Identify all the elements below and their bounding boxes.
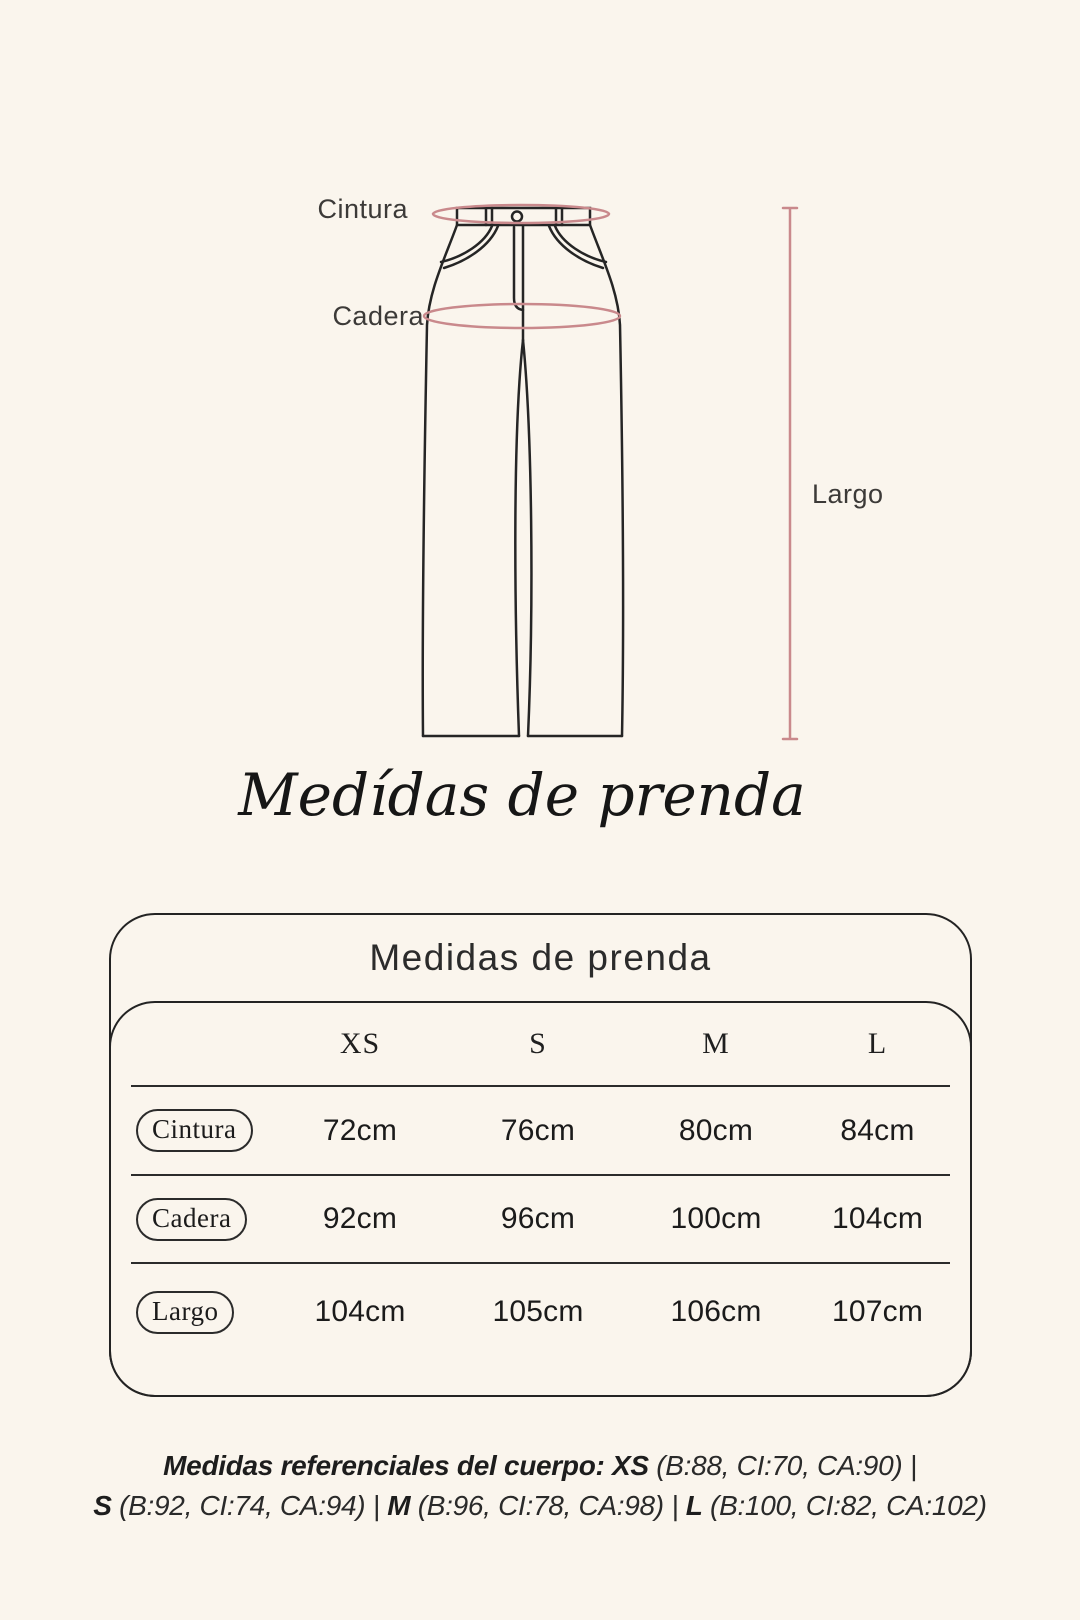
hip-m-value: 100cm — [670, 1202, 762, 1235]
length-m-value: 106cm — [670, 1295, 762, 1328]
waist-s-value: 76cm — [500, 1113, 576, 1147]
column-header-l: L — [867, 1027, 888, 1060]
length-diagram-label: Largo — [812, 479, 884, 509]
hip-xs-value: 92cm — [322, 1202, 398, 1235]
row-label-cell — [131, 1198, 271, 1241]
table-header-row — [131, 1003, 950, 1085]
hip-row-pill: Cadera — [136, 1198, 247, 1241]
waist-diagram-label: Cintura — [317, 194, 408, 224]
table-row-length — [131, 1262, 950, 1360]
length-s-value: 105cm — [492, 1295, 584, 1328]
waist-xs-value: 72cm — [322, 1113, 398, 1147]
hip-l-value: 104cm — [831, 1202, 924, 1235]
row-label-cell — [131, 1109, 271, 1152]
column-header-m: M — [702, 1027, 730, 1060]
button — [512, 212, 522, 222]
table-row-waist — [131, 1085, 950, 1174]
row-label-cell — [131, 1291, 271, 1334]
fly-seam — [514, 227, 523, 310]
length-measure-line — [783, 208, 797, 739]
right-outer-seam — [590, 225, 623, 736]
hip-diagram-label: Cadera — [332, 301, 424, 331]
waist-m-value: 80cm — [678, 1113, 754, 1147]
measure-marks — [424, 205, 797, 739]
script-heading: Medídas de prenda — [238, 761, 806, 829]
column-header-s: S — [529, 1027, 547, 1060]
size-chart-title: Medidas de prenda — [369, 937, 712, 978]
pants-outline — [423, 208, 623, 736]
reference-intro: Medidas referenciales del cuerpo: XS — [163, 1450, 649, 1481]
reference-line-1: Medidas referenciales del cuerpo: XS (B:88, CI:70, CA:90) | — [163, 1450, 917, 1481]
waist-l-value: 84cm — [840, 1113, 915, 1147]
reference-line-2: S (B:92, CI:74, CA:94) | M (B:96, CI:78, CA:98) | L (B:100, CI:82, CA:102) — [93, 1490, 987, 1521]
separator-bar: | — [372, 1490, 388, 1521]
separator-bar: | — [671, 1490, 686, 1521]
size-chart-card — [109, 913, 972, 1397]
pants-diagram — [0, 0, 1080, 780]
column-header-xs: XS — [339, 1027, 381, 1060]
size-chart-table — [109, 1001, 972, 1397]
hip-s-value: 96cm — [500, 1202, 576, 1235]
left-outer-seam — [423, 225, 457, 736]
length-l-value: 107cm — [831, 1295, 924, 1328]
right-inseam — [523, 340, 531, 736]
waist-row-pill: Cintura — [136, 1109, 253, 1152]
table-row-hip — [131, 1174, 950, 1262]
length-row-pill: Largo — [136, 1291, 234, 1334]
body-reference-note — [0, 1446, 1080, 1526]
length-xs-value: 104cm — [314, 1295, 406, 1328]
left-inseam — [515, 340, 523, 736]
separator-bar: | — [909, 1450, 917, 1481]
